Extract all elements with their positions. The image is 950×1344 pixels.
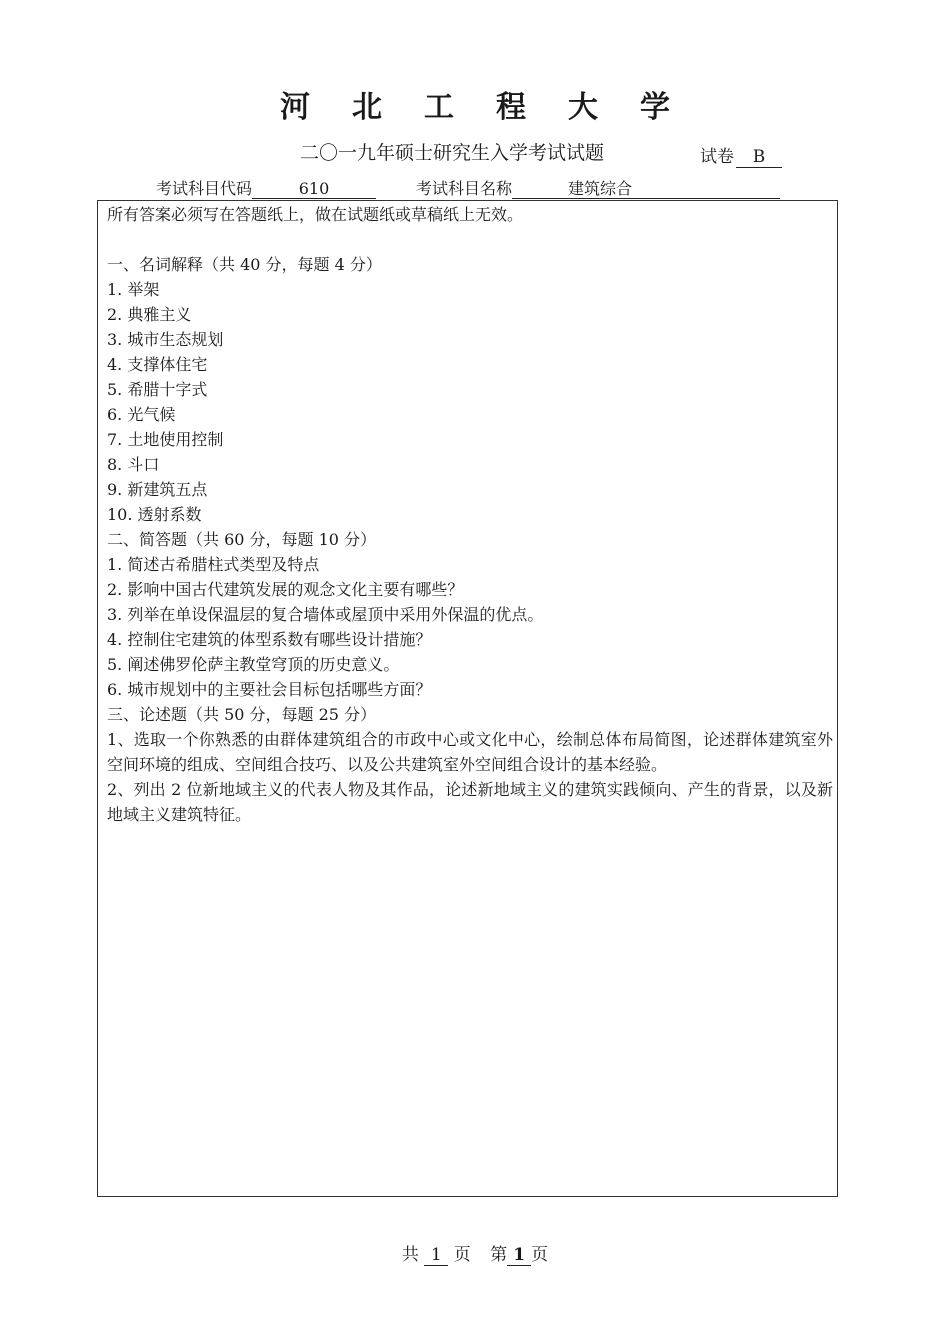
question-item: 4. 支撑体住宅: [107, 355, 208, 374]
page-footer: [0, 1240, 950, 1266]
total-pages-suffix: 页: [453, 1245, 471, 1265]
question-item: 1. 简述古希腊柱式类型及特点: [107, 555, 320, 574]
section-heading: 二、简答题（共 60 分，每题 10 分）: [107, 530, 377, 549]
question-item: 5. 希腊十字式: [107, 380, 208, 399]
exam-title: 二〇一九年硕士研究生入学考试试题: [300, 142, 605, 164]
question-item: 10. 透射系数: [107, 505, 202, 524]
subject-name-label: 考试科目名称: [416, 179, 513, 198]
question-item: 9. 新建筑五点: [107, 480, 208, 499]
question-item: 6. 光气候: [107, 405, 176, 424]
total-pages-value: 1: [424, 1245, 448, 1266]
question-item: 3. 列举在单设保温层的复合墙体或屋顶中采用外保温的优点。: [107, 605, 544, 624]
section-terms: [107, 252, 833, 527]
answer-notice: 所有答案必须写在答题纸上，做在试题纸或草稿纸上无效。: [107, 205, 524, 224]
question-item: 1、选取一个你熟悉的由群体建筑组合的市政中心或文化中心，绘制总体布局简图，论述群体建筑室外空间环境的组成、空间组合技巧、以及公共建筑室外空间组合设计的基本经验。: [107, 730, 833, 774]
subject-code-value: 610: [252, 180, 376, 199]
university-name: 河北工程大学: [280, 90, 712, 125]
section-essay: [107, 702, 833, 827]
question-item: 4. 控制住宅建筑的体型系数有哪些设计措施？: [107, 630, 432, 649]
question-item: 2. 影响中国古代建筑发展的观念文化主要有哪些？: [107, 580, 464, 599]
question-item: 2、列出 2 位新地域主义的代表人物及其作品，论述新地域主义的建筑实践倾向、产生的背景，以及新地域主义建筑特征。: [107, 780, 833, 824]
subject-name-value: 建筑综合: [512, 180, 780, 199]
section-heading: 三、论述题（共 50 分，每题 25 分）: [107, 705, 377, 724]
question-item: 6. 城市规划中的主要社会目标包括哪些方面？: [107, 680, 432, 699]
paper-version: [700, 142, 782, 168]
question-item: 8. 斗口: [107, 455, 160, 474]
section-short-answer: [107, 527, 833, 702]
question-item: 7. 土地使用控制: [107, 430, 224, 449]
current-page-suffix: 页: [531, 1245, 549, 1265]
section-heading: 一、名词解释（共 40 分，每题 4 分）: [107, 255, 382, 274]
current-page-prefix: 第: [490, 1245, 508, 1265]
subject-code-label: 考试科目代码: [156, 179, 253, 198]
question-item: 5. 阐述佛罗伦萨主教堂穹顶的历史意义。: [107, 655, 400, 674]
subject-row: [156, 176, 780, 199]
paper-version-label: 试卷: [700, 147, 734, 167]
question-item: 1. 举架: [107, 280, 160, 299]
total-pages-prefix: 共: [401, 1245, 419, 1265]
question-item: 3. 城市生态规划: [107, 330, 224, 349]
current-page-value: 1: [507, 1245, 531, 1266]
paper-version-value: B: [736, 147, 782, 168]
question-item: 2. 典雅主义: [107, 305, 192, 324]
question-content: [107, 200, 833, 827]
